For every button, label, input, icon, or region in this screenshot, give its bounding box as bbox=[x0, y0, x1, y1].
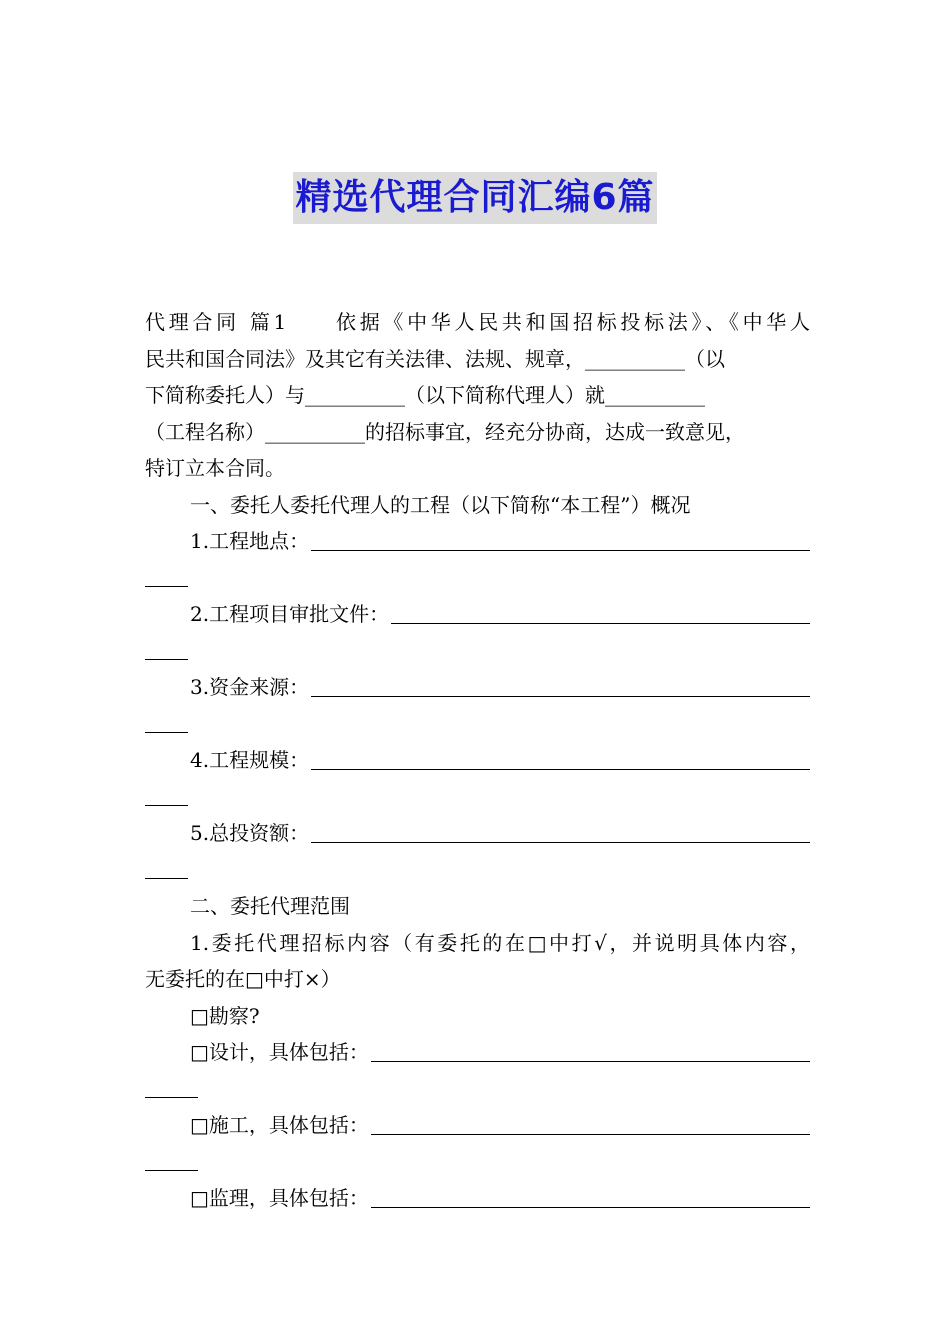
fill-in-line[interactable] bbox=[311, 842, 810, 843]
checkbox-field-label[interactable]: □监理，具体包括： bbox=[190, 1186, 369, 1210]
fill-in-line-tail bbox=[145, 878, 188, 879]
checkbox-field-label[interactable]: □设计，具体包括： bbox=[190, 1040, 369, 1064]
field-design-scope[interactable] bbox=[190, 1034, 810, 1071]
intro-line-3: 下简称委托人）与__________（以下简称代理人）就__________ bbox=[145, 383, 705, 407]
fill-in-continuation bbox=[145, 633, 810, 670]
fill-in-line[interactable] bbox=[311, 550, 810, 551]
fill-in-continuation bbox=[145, 1144, 810, 1181]
fill-in-line-tail bbox=[145, 1097, 198, 1098]
fill-in-line-tail bbox=[145, 1170, 198, 1171]
intro-line-5: 特订立本合同。 bbox=[145, 456, 285, 480]
contract-heading: 代理合同 篇1 bbox=[145, 310, 287, 334]
section-2-item-1-line-1: 1.委托代理招标内容（有委托的在□中打√，并说明具体内容， bbox=[190, 930, 810, 955]
intro-line-4: （工程名称）__________的招标事宜，经充分协商，达成一致意见， bbox=[145, 419, 745, 444]
fill-in-continuation bbox=[145, 706, 810, 743]
field-project-scale[interactable] bbox=[190, 742, 810, 779]
field-total-investment[interactable] bbox=[190, 815, 810, 852]
title-area bbox=[0, 172, 950, 224]
field-label: 3.资金来源： bbox=[190, 675, 310, 699]
field-funding-source[interactable] bbox=[190, 669, 810, 706]
fill-in-continuation bbox=[145, 779, 810, 816]
field-label: 1.工程地点： bbox=[190, 529, 310, 553]
checkbox-field-label[interactable]: □施工，具体包括： bbox=[190, 1113, 369, 1137]
fill-in-continuation bbox=[145, 852, 810, 889]
fill-in-line-tail bbox=[145, 805, 188, 806]
document-body bbox=[145, 304, 810, 1217]
fill-in-line-tail bbox=[145, 586, 188, 587]
fill-in-line[interactable] bbox=[311, 769, 810, 770]
fill-in-continuation bbox=[145, 1071, 810, 1108]
intro-line-1-text: 依据《中华人民共和国招标投标法》、《中华人 bbox=[332, 310, 811, 334]
fill-in-continuation bbox=[145, 560, 810, 597]
field-construction-scope[interactable] bbox=[190, 1107, 810, 1144]
section-2-item-1-line-2: 无委托的在□中打×） bbox=[145, 967, 341, 991]
fill-in-line[interactable] bbox=[371, 1207, 810, 1208]
field-project-location[interactable] bbox=[190, 523, 810, 560]
fill-in-line[interactable] bbox=[391, 623, 810, 624]
intro-line-2: 民共和国合同法》及其它有关法律、法规、规章，__________（以 bbox=[145, 346, 725, 371]
field-label: 2.工程项目审批文件： bbox=[190, 602, 390, 626]
section-1-heading: 一、委托人委托代理人的工程（以下简称“本工程”）概况 bbox=[190, 492, 691, 517]
field-approval-documents[interactable] bbox=[190, 596, 810, 633]
field-label: 5.总投资额： bbox=[190, 821, 310, 845]
fill-in-line-tail bbox=[145, 732, 188, 733]
checkbox-survey[interactable]: □勘察? bbox=[190, 1003, 260, 1028]
field-supervision-scope[interactable] bbox=[190, 1180, 810, 1217]
document-title: 精选代理合同汇编6篇 bbox=[293, 172, 656, 224]
field-label: 4.工程规模： bbox=[190, 748, 310, 772]
fill-in-line[interactable] bbox=[371, 1134, 810, 1135]
intro-line-1 bbox=[145, 304, 810, 341]
fill-in-line-tail bbox=[145, 659, 188, 660]
fill-in-line[interactable] bbox=[311, 696, 810, 697]
fill-in-line[interactable] bbox=[371, 1061, 810, 1062]
section-2-heading: 二、委托代理范围 bbox=[190, 894, 350, 918]
